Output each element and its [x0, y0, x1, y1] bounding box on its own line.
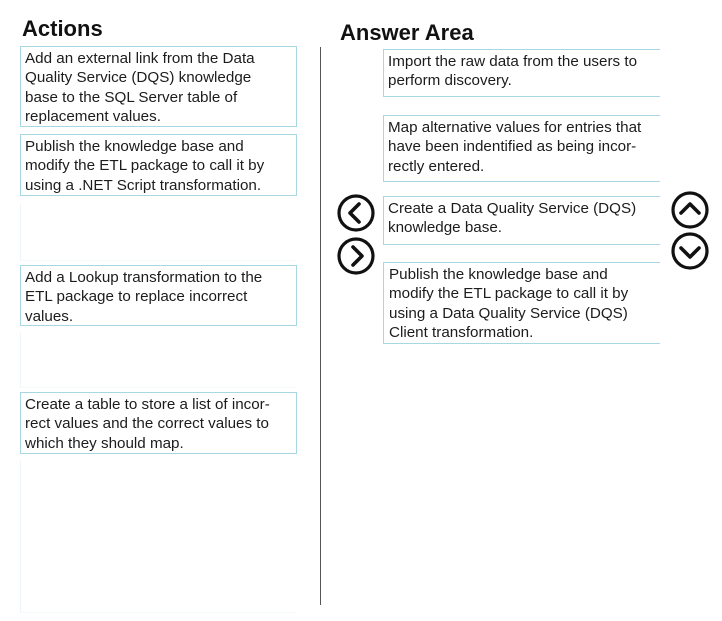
- action-item[interactable]: Add a Lookup transformation to the ETL package to replace incorrect values.: [20, 265, 297, 326]
- action-item[interactable]: Publish the knowledge base and modify the ETL package to call it by using a .NET Script transformation.: [20, 134, 297, 196]
- answer-item[interactable]: Publish the knowledge base and modify the ETL package to call it by using a Data Quality Service (DQS) Client transformation.: [383, 262, 660, 344]
- answer-item[interactable]: Create a Data Quality Service (DQS) knowledge base.: [383, 196, 660, 245]
- empty-action-slot: [20, 203, 297, 261]
- move-right-button[interactable]: [336, 236, 376, 276]
- chevron-right-icon: [336, 236, 376, 276]
- move-up-button[interactable]: [670, 190, 710, 230]
- column-divider: [320, 47, 321, 605]
- chevron-left-icon: [336, 193, 376, 233]
- action-item[interactable]: Create a table to store a list of incor- rect values and the correct values to which they should map.: [20, 392, 297, 454]
- actions-heading: Actions: [22, 16, 103, 41]
- answer-item[interactable]: Import the raw data from the users to perform discovery.: [383, 49, 660, 97]
- empty-action-slot: [20, 461, 297, 613]
- empty-action-slot: [20, 333, 297, 388]
- action-item[interactable]: Add an external link from the Data Quality Service (DQS) knowledge base to the SQL Server table of replacement values.: [20, 46, 297, 127]
- chevron-up-icon: [670, 190, 710, 230]
- chevron-down-icon: [670, 231, 710, 271]
- move-down-button[interactable]: [670, 231, 710, 271]
- move-left-button[interactable]: [336, 193, 376, 233]
- answer-area-heading: Answer Area: [340, 20, 474, 45]
- answer-item[interactable]: Map alternative values for entries that have been indentified as being incor- rectly entered.: [383, 115, 660, 182]
